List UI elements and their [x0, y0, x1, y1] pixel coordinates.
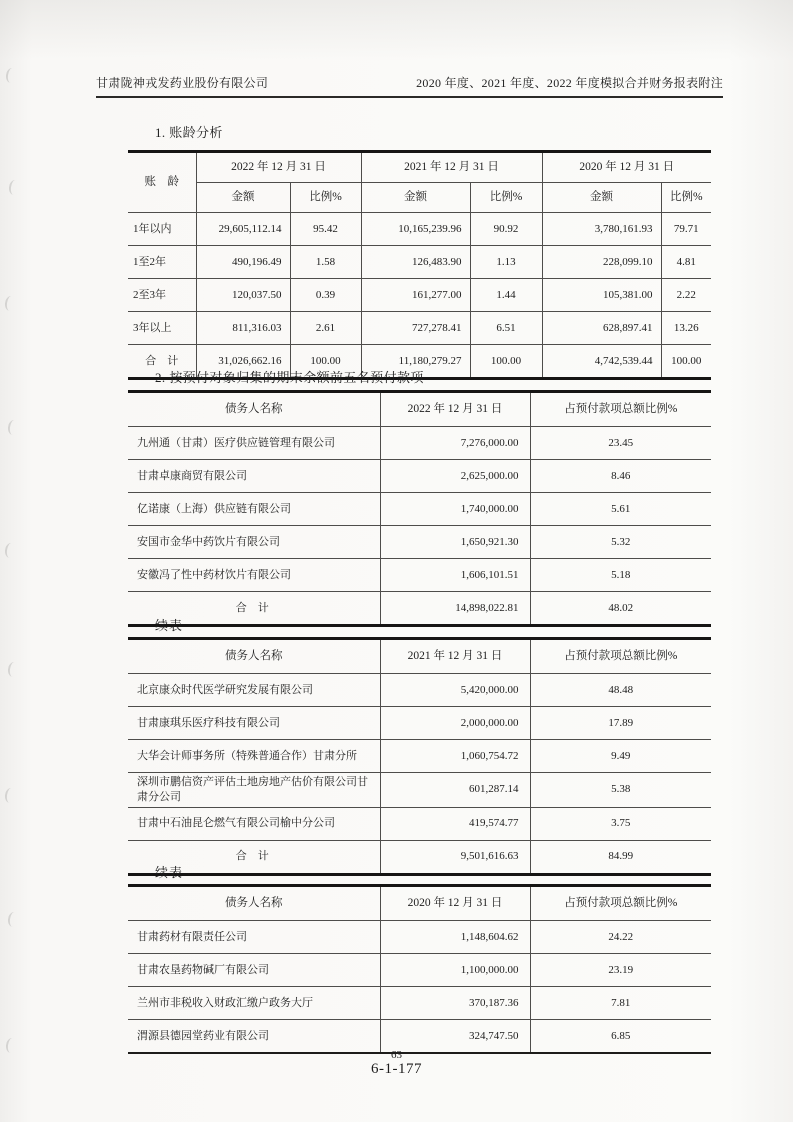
- debtor-name-cell: 九州通（甘肃）医疗供应链管理有限公司: [128, 427, 380, 460]
- ratio-cell: 23.19: [530, 954, 711, 987]
- amount-cell: 3,780,161.93: [542, 213, 661, 246]
- amount-cell: 31,026,662.16: [196, 345, 290, 379]
- amount-cell: 1,606,101.51: [380, 559, 530, 592]
- date-header-2022: 2022 年 12 月 31 日: [196, 152, 361, 183]
- table-row: [128, 559, 711, 592]
- ratio-cell: 17.89: [530, 707, 711, 740]
- company-name: 甘肃陇神戎发药业股份有限公司: [96, 76, 269, 90]
- amount-header: 金额: [196, 183, 290, 213]
- amount-cell: 1,740,000.00: [380, 493, 530, 526]
- page-number: 63: [391, 1049, 402, 1061]
- ratio-cell: 0.39: [290, 279, 361, 312]
- amount-cell: 29,605,112.14: [196, 213, 290, 246]
- amount-cell: 2,625,000.00: [380, 460, 530, 493]
- ratio-cell: 95.42: [290, 213, 361, 246]
- amount-cell: 1,100,000.00: [380, 954, 530, 987]
- amount-cell: 120,037.50: [196, 279, 290, 312]
- date-header-2021: 2021 年 12 月 31 日: [380, 639, 530, 674]
- scan-artifact: [8, 179, 21, 195]
- amount-cell: 126,483.90: [361, 246, 470, 279]
- continued-table-label: 续表: [155, 618, 184, 633]
- debtor-name-cell: 甘肃康琪乐医疗科技有限公司: [128, 707, 380, 740]
- ratio-header: 比例%: [470, 183, 542, 213]
- aging-analysis-table: [128, 150, 711, 380]
- report-title: 2020 年度、2021 年度、2022 年度模拟合并财务报表附注: [416, 76, 723, 90]
- ratio-cell: 100.00: [470, 345, 542, 379]
- amount-cell: 10,165,239.96: [361, 213, 470, 246]
- amount-cell: 1,148,604.62: [380, 921, 530, 954]
- table-row: [128, 987, 711, 1020]
- total-row: [128, 592, 711, 626]
- debtor-name-header: 债务人名称: [128, 886, 380, 921]
- debtor-name-cell: 深圳市鹏信资产评估土地房地产估价有限公司甘肃分公司: [128, 773, 380, 808]
- table-row: [128, 526, 711, 559]
- amount-cell: 11,180,279.27: [361, 345, 470, 379]
- table-row: [128, 279, 711, 312]
- amount-cell: 1,650,921.30: [380, 526, 530, 559]
- debtor-name-cell: 兰州市非税收入财政汇缴户政务大厅: [128, 987, 380, 1020]
- ratio-cell: 100.00: [661, 345, 711, 379]
- ratio-cell: 48.48: [530, 674, 711, 707]
- amount-cell: 419,574.77: [380, 807, 530, 840]
- table-row: [128, 773, 711, 808]
- aging-subheader-row: [128, 183, 711, 213]
- amount-cell: 4,742,539.44: [542, 345, 661, 379]
- amount-cell: 370,187.36: [380, 987, 530, 1020]
- prepayment-table-2021: [128, 637, 711, 876]
- aging-bucket-label: 2至3年: [128, 279, 196, 312]
- debtor-name-cell: 安徽冯了性中药材饮片有限公司: [128, 559, 380, 592]
- amount-cell: 5,420,000.00: [380, 674, 530, 707]
- amount-cell: 7,276,000.00: [380, 427, 530, 460]
- amount-cell: 324,747.50: [380, 1020, 530, 1054]
- debtor-name-header: 债务人名称: [128, 392, 380, 427]
- date-header-2022: 2022 年 12 月 31 日: [380, 392, 530, 427]
- ratio-cell: 2.22: [661, 279, 711, 312]
- continued-table-label: 续表: [155, 865, 184, 880]
- amount-cell: 2,000,000.00: [380, 707, 530, 740]
- ratio-cell: 4.81: [661, 246, 711, 279]
- prepayment-table-2022: [128, 390, 711, 627]
- table-row: [128, 312, 711, 345]
- total-label: 合 计: [128, 345, 196, 379]
- section-1-title: 1. 账龄分析: [155, 125, 223, 140]
- prepayment-ratio-header: 占预付款项总额比例%: [530, 886, 711, 921]
- total-label: 合 计: [128, 592, 380, 626]
- ratio-cell: 79.71: [661, 213, 711, 246]
- scan-artifact: [4, 787, 17, 803]
- table-row: [128, 460, 711, 493]
- date-header-2020: 2020 年 12 月 31 日: [380, 886, 530, 921]
- prepayment-ratio-header: 占预付款项总额比例%: [530, 639, 711, 674]
- table-row: [128, 921, 711, 954]
- ratio-cell: 5.18: [530, 559, 711, 592]
- amount-cell: 9,501,616.63: [380, 840, 530, 874]
- ratio-cell: 6.85: [530, 1020, 711, 1054]
- scan-artifact: [4, 542, 17, 558]
- table-row: [128, 246, 711, 279]
- amount-cell: 1,060,754.72: [380, 740, 530, 773]
- ratio-cell: 84.99: [530, 840, 711, 874]
- ratio-cell: 2.61: [290, 312, 361, 345]
- ratio-cell: 48.02: [530, 592, 711, 626]
- scan-artifact: [5, 67, 18, 83]
- amount-header: 金额: [542, 183, 661, 213]
- ratio-cell: 100.00: [290, 345, 361, 379]
- debtor-name-cell: 安国市金华中药饮片有限公司: [128, 526, 380, 559]
- amount-cell: 727,278.41: [361, 312, 470, 345]
- amount-cell: 105,381.00: [542, 279, 661, 312]
- aging-corner-header: 账 龄: [128, 152, 196, 213]
- prepayment-ratio-header: 占预付款项总额比例%: [530, 392, 711, 427]
- debtor-name-cell: 甘肃药材有限责任公司: [128, 921, 380, 954]
- ratio-cell: 7.81: [530, 987, 711, 1020]
- debtor-name-header: 债务人名称: [128, 639, 380, 674]
- ratio-cell: 8.46: [530, 460, 711, 493]
- section-2-title: 2. 按预付对象归集的期末余额前五名预付款项: [155, 370, 424, 385]
- ratio-cell: 1.13: [470, 246, 542, 279]
- ratio-cell: 1.44: [470, 279, 542, 312]
- debtor-name-cell: 甘肃中石油昆仑燃气有限公司榆中分公司: [128, 807, 380, 840]
- prepayment-header-row: [128, 392, 711, 427]
- table-row: [128, 213, 711, 246]
- date-header-2020: 2020 年 12 月 31 日: [542, 152, 711, 183]
- page-footer: [0, 1049, 793, 1078]
- scan-artifact: [4, 295, 17, 311]
- amount-cell: 228,099.10: [542, 246, 661, 279]
- ratio-cell: 5.38: [530, 773, 711, 808]
- scan-artifact: [7, 661, 20, 677]
- table-row: [128, 954, 711, 987]
- total-label: 合 计: [128, 840, 380, 874]
- amount-cell: 14,898,022.81: [380, 592, 530, 626]
- ratio-cell: 3.75: [530, 807, 711, 840]
- ratio-cell: 9.49: [530, 740, 711, 773]
- amount-header: 金额: [361, 183, 470, 213]
- ratio-cell: 6.51: [470, 312, 542, 345]
- debtor-name-cell: 渭源县德园堂药业有限公司: [128, 1020, 380, 1054]
- table-row: [128, 1020, 711, 1054]
- debtor-name-cell: 大华会计师事务所（特殊普通合作）甘肃分所: [128, 740, 380, 773]
- amount-cell: 811,316.03: [196, 312, 290, 345]
- aging-bucket-label: 1年以内: [128, 213, 196, 246]
- ratio-header: 比例%: [290, 183, 361, 213]
- ratio-cell: 1.58: [290, 246, 361, 279]
- ratio-cell: 5.32: [530, 526, 711, 559]
- scan-artifact: [7, 419, 20, 435]
- debtor-name-cell: 北京康众时代医学研究发展有限公司: [128, 674, 380, 707]
- table-row: [128, 707, 711, 740]
- total-row: [128, 840, 711, 874]
- debtor-name-cell: 甘肃卓康商贸有限公司: [128, 460, 380, 493]
- ratio-cell: 23.45: [530, 427, 711, 460]
- table-row: [128, 740, 711, 773]
- prepayment-header-row: [128, 886, 711, 921]
- debtor-name-cell: 甘肃农垦药物碱厂有限公司: [128, 954, 380, 987]
- prepayment-header-row: [128, 639, 711, 674]
- date-header-2021: 2021 年 12 月 31 日: [361, 152, 542, 183]
- prepayment-table-2020: [128, 884, 711, 1054]
- table-row: [128, 674, 711, 707]
- ratio-cell: 5.61: [530, 493, 711, 526]
- debtor-name-cell: 亿诺康（上海）供应链有限公司: [128, 493, 380, 526]
- aging-date-header-row: [128, 152, 711, 183]
- page-header: [96, 74, 723, 98]
- amount-cell: 161,277.00: [361, 279, 470, 312]
- document-number: 6-1-177: [371, 1061, 422, 1078]
- amount-cell: 628,897.41: [542, 312, 661, 345]
- aging-bucket-label: 3年以上: [128, 312, 196, 345]
- table-row: [128, 807, 711, 840]
- ratio-header: 比例%: [661, 183, 711, 213]
- scan-artifact: [7, 911, 20, 927]
- ratio-cell: 13.26: [661, 312, 711, 345]
- table-row: [128, 493, 711, 526]
- aging-bucket-label: 1至2年: [128, 246, 196, 279]
- amount-cell: 601,287.14: [380, 773, 530, 808]
- ratio-cell: 90.92: [470, 213, 542, 246]
- amount-cell: 490,196.49: [196, 246, 290, 279]
- table-row: [128, 427, 711, 460]
- ratio-cell: 24.22: [530, 921, 711, 954]
